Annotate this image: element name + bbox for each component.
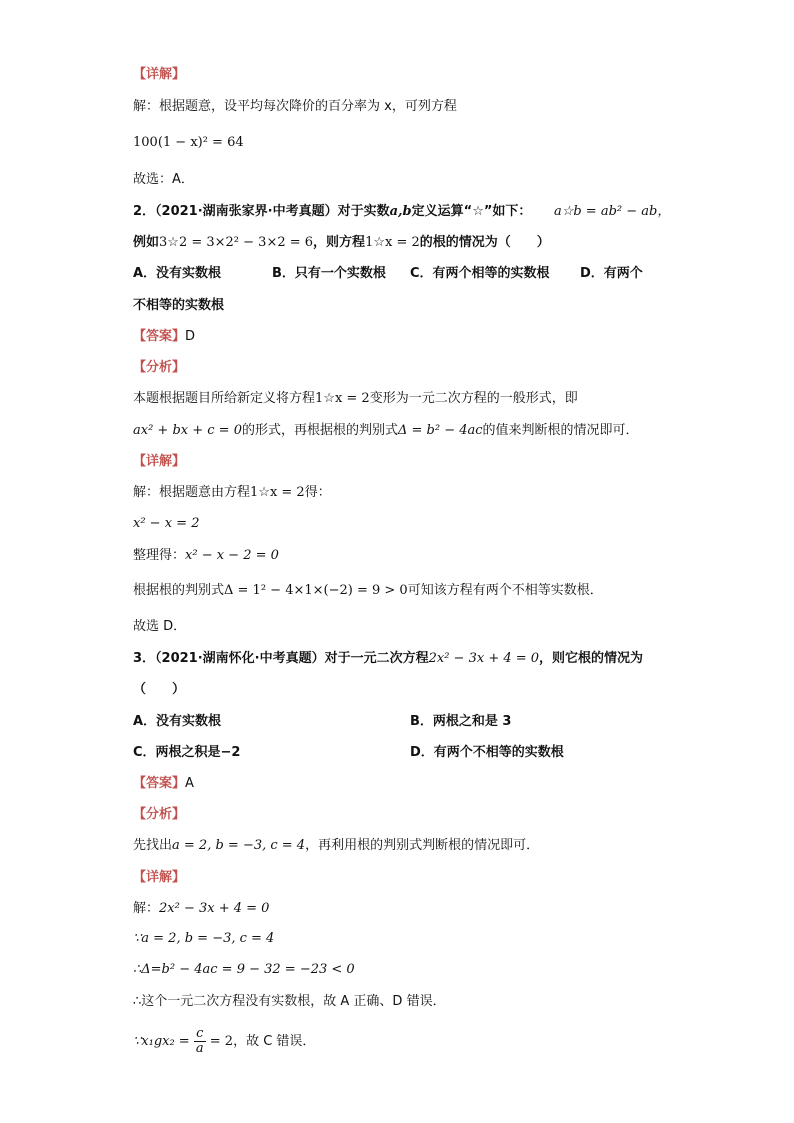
- discriminant: Δ = b² − 4ac: [398, 423, 483, 438]
- general-form: ax² + bx + c = 0: [133, 423, 242, 438]
- analysis-text: [133, 837, 539, 855]
- option-d: D．有两个: [580, 266, 643, 281]
- text: ，则方程: [313, 235, 366, 250]
- text: 解：: [133, 901, 160, 916]
- discriminant-calc: ∴Δ=b² − 4ac = 9 − 32 = −23 < 0: [133, 962, 355, 977]
- operation-definition: a☆b = ab² − ab，: [553, 204, 671, 219]
- equation: 1☆x = 2: [365, 235, 420, 250]
- detail-text: [133, 900, 269, 918]
- answer-value: D: [185, 329, 196, 344]
- option-d: D．有两个不相等的实数根: [410, 745, 564, 760]
- fraction: [194, 1027, 206, 1056]
- answer-line: [133, 328, 195, 346]
- question-2-stem-line2: [133, 234, 550, 252]
- text: 变形为一元二次方程的一般形式，即: [369, 391, 578, 406]
- text: 的值来判断根的情况即可．: [482, 423, 639, 438]
- question-2-source: 2．（2021·湖南张家界·中考真题）对于实数: [133, 204, 390, 219]
- analysis-text: [133, 390, 578, 408]
- text: 例如: [133, 235, 160, 250]
- text: 得：: [304, 485, 331, 500]
- detail-text: [133, 484, 331, 502]
- coefficients: a = 2, b = −3, c = 4: [172, 838, 306, 853]
- numerator: c: [194, 1027, 206, 1042]
- answer-heading: 【答案】: [133, 776, 186, 791]
- option-c: C．两根之积是−2: [133, 745, 241, 760]
- answer-heading: 【答案】: [133, 329, 186, 344]
- question-3-paren: （ ）: [133, 682, 186, 697]
- text: 解：根据题意由方程: [133, 485, 251, 500]
- text: 3．（2021·湖南怀化·中考真题）对于一元二次方程: [133, 651, 429, 666]
- text: ，故 C 错误．: [233, 1034, 316, 1049]
- option-c: C．有两个相等的实数根: [410, 266, 550, 281]
- equation: 100(1 − x)² = 64: [133, 135, 244, 150]
- detail-heading: 【详解】: [133, 454, 186, 469]
- question-3-stem: [133, 650, 643, 668]
- option-b: B．只有一个实数根: [272, 266, 386, 281]
- analysis-heading: 【分析】: [133, 360, 186, 375]
- question-2-stem: [133, 203, 670, 221]
- question-2-text: 定义运算“☆”如下：: [411, 204, 532, 219]
- solution-text: 解：根据题意，设平均每次降价的百分率为 x，可列方程: [133, 99, 457, 114]
- conclusion-text: ∴这个一元二次方程没有实数根，故 A 正确、D 错误．: [133, 994, 446, 1009]
- detail-text: [133, 547, 279, 565]
- detail-heading: 【详解】: [133, 67, 186, 82]
- detail-text: [133, 582, 603, 600]
- analysis-text-line2: [133, 422, 639, 440]
- equation: x² − x = 2: [133, 516, 200, 531]
- text: 可知该方程有两个不相等实数根．: [407, 583, 603, 598]
- answer-choice: 故选：A．: [133, 172, 194, 187]
- option-a: A．没有实数根: [133, 714, 222, 729]
- option-b: B．两根之和是 3: [410, 714, 512, 729]
- option-a: A．没有实数根: [133, 266, 222, 281]
- equation: 1☆x = 2: [250, 485, 305, 500]
- text: ，再利用根的判别式判断根的情况即可．: [305, 838, 540, 853]
- text: 先找出: [133, 838, 173, 853]
- text: 根据根的判别式: [133, 583, 225, 598]
- example-equation: 3☆2 = 3×2² − 3×2 = 6: [159, 235, 314, 250]
- discriminant-calc: Δ = 1² − 4×1×(−2) = 9 > 0: [224, 583, 408, 598]
- answer-value: A: [185, 776, 194, 791]
- equation: 2x² − 3x + 4 = 0: [159, 901, 270, 916]
- equation: x² − x − 2 = 0: [185, 548, 279, 563]
- vieta-lhs: ∵x₁gx₂ =: [133, 1034, 190, 1049]
- text: 整理得：: [133, 548, 186, 563]
- text: ，则它根的情况为: [539, 651, 644, 666]
- answer-choice: 故选 D．: [133, 619, 187, 634]
- text: 的形式，再根据根的判别式: [241, 423, 398, 438]
- product-of-roots: [133, 1024, 315, 1060]
- option-d-continued: 不相等的实数根: [133, 298, 225, 313]
- denominator: a: [195, 1041, 204, 1056]
- detail-heading: 【详解】: [133, 870, 186, 885]
- text: 的根的情况为（ ）: [419, 235, 550, 250]
- text: 本题根据题目所给新定义将方程: [133, 391, 316, 406]
- coefficients: ∵a = 2, b = −3, c = 4: [133, 931, 275, 946]
- equation: 2x² − 3x + 4 = 0: [428, 651, 540, 666]
- answer-line: [133, 775, 194, 793]
- variables: a,b: [389, 204, 412, 219]
- analysis-heading: 【分析】: [133, 807, 186, 822]
- vieta-rhs: = 2: [209, 1034, 234, 1049]
- equation: 1☆x = 2: [315, 391, 370, 406]
